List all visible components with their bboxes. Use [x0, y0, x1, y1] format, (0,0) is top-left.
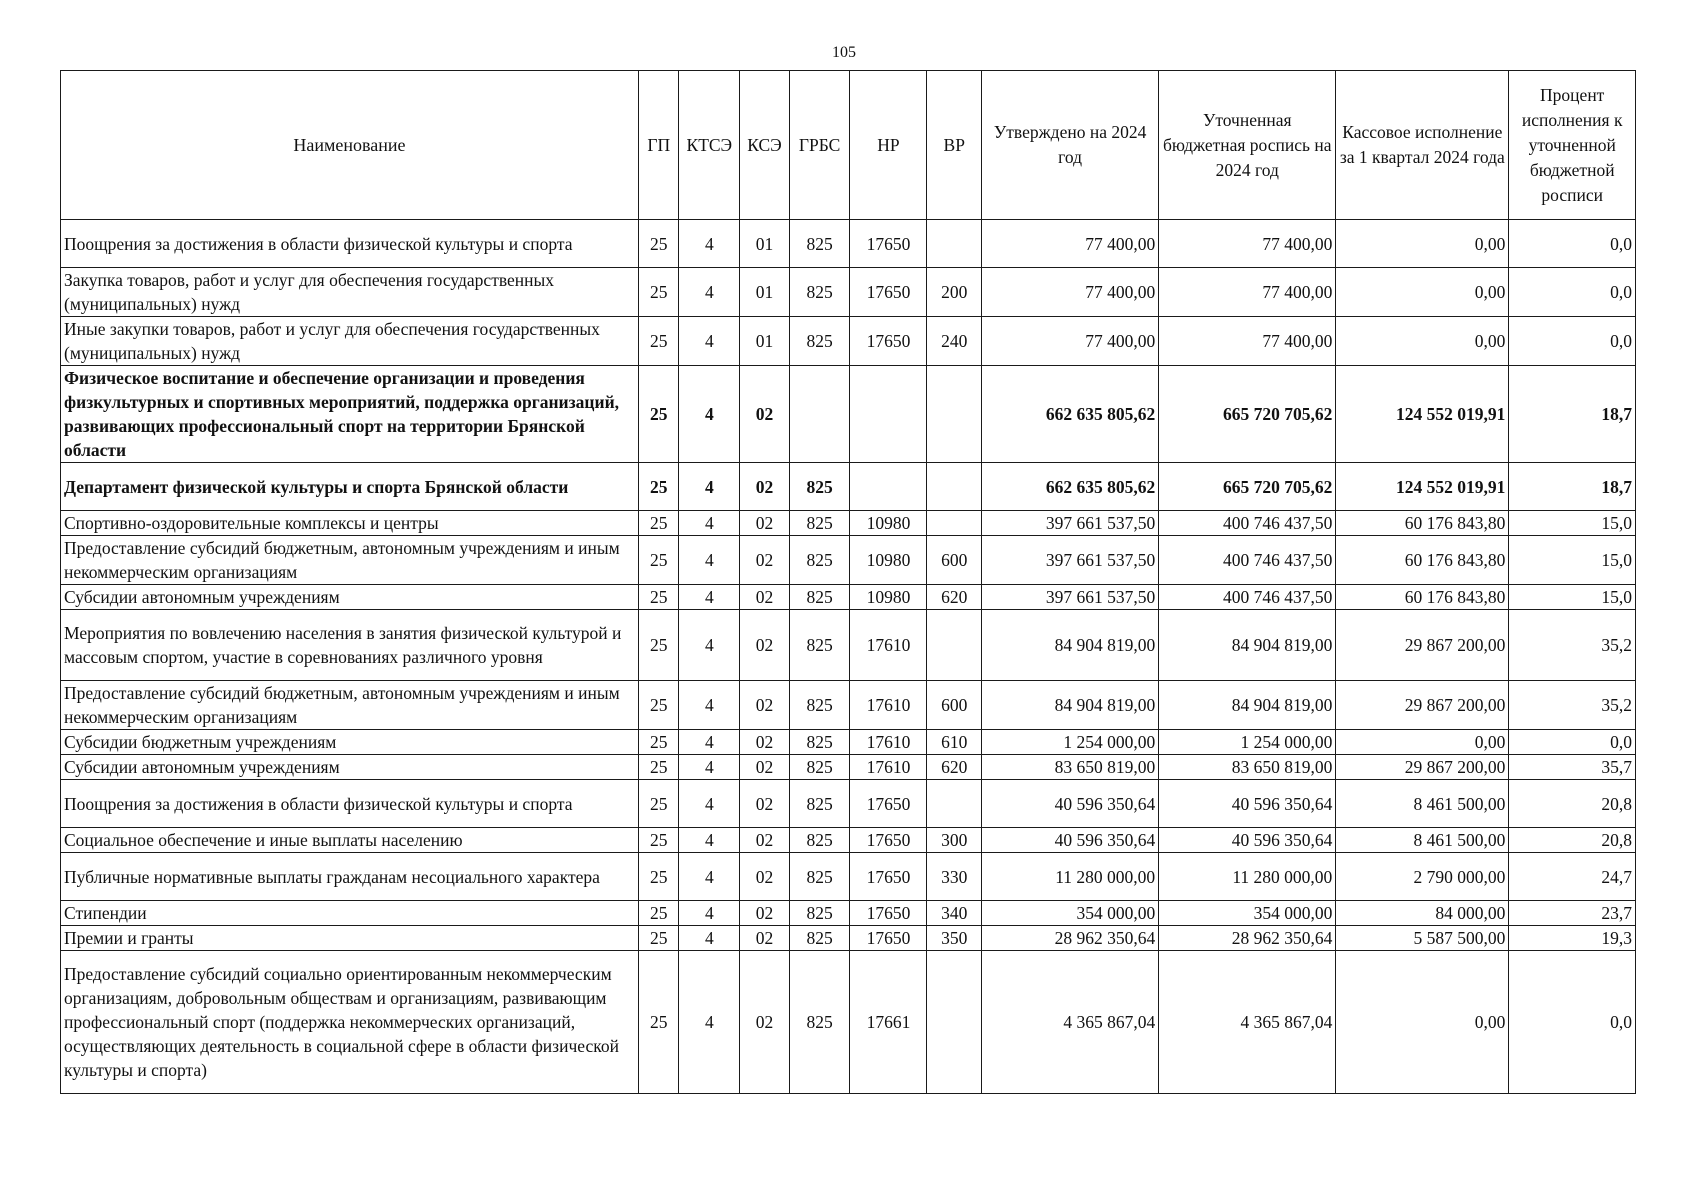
row-name: Предоставление субсидий социально ориентированным некоммерческим организациям, добровольным обществам и организациям, развивающим профессиональный спорт (поддержка некоммерческих организаций, осуществляющих деятельность в социальной сфере в области физической культуры и спорта)	[61, 951, 639, 1094]
cell-approved: 662 635 805,62	[982, 463, 1159, 511]
table-row	[61, 585, 1636, 610]
cell-grbs: 825	[789, 463, 850, 511]
cell-revised: 11 280 000,00	[1159, 853, 1336, 901]
cell-revised: 665 720 705,62	[1159, 463, 1336, 511]
column-header-cash: Кассовое исполнение за 1 квартал 2024 года	[1336, 71, 1509, 220]
cell-gp: 25	[638, 681, 678, 730]
cell-approved: 397 661 537,50	[982, 511, 1159, 536]
cell-kse: 02	[740, 853, 790, 901]
cell-approved: 397 661 537,50	[982, 536, 1159, 585]
cell-kse: 02	[740, 366, 790, 463]
cell-cash: 29 867 200,00	[1336, 610, 1509, 681]
row-name: Стипендии	[61, 901, 639, 926]
cell-kse: 02	[740, 926, 790, 951]
cell-revised: 4 365 867,04	[1159, 951, 1336, 1094]
cell-percent: 35,7	[1509, 755, 1636, 780]
table-row	[61, 366, 1636, 463]
cell-vr: 350	[927, 926, 982, 951]
cell-grbs	[789, 366, 850, 463]
cell-grbs: 825	[789, 853, 850, 901]
cell-gp: 25	[638, 463, 678, 511]
row-name: Премии и гранты	[61, 926, 639, 951]
cell-kse: 02	[740, 585, 790, 610]
cell-approved: 28 962 350,64	[982, 926, 1159, 951]
cell-cash: 124 552 019,91	[1336, 366, 1509, 463]
cell-gp: 25	[638, 220, 678, 268]
cell-gp: 25	[638, 780, 678, 828]
cell-percent: 15,0	[1509, 511, 1636, 536]
cell-kse: 02	[740, 681, 790, 730]
cell-approved: 77 400,00	[982, 220, 1159, 268]
cell-gp: 25	[638, 951, 678, 1094]
cell-grbs: 825	[789, 536, 850, 585]
table-header	[61, 71, 1636, 220]
cell-np: 10980	[850, 585, 927, 610]
cell-kse: 02	[740, 828, 790, 853]
cell-revised: 77 400,00	[1159, 268, 1336, 317]
cell-approved: 1 254 000,00	[982, 730, 1159, 755]
cell-kse: 02	[740, 463, 790, 511]
cell-ktse: 4	[679, 585, 740, 610]
table-row	[61, 268, 1636, 317]
row-name: Предоставление субсидий бюджетным, автономным учреждениям и иным некоммерческим организациям	[61, 536, 639, 585]
cell-ktse: 4	[679, 511, 740, 536]
cell-np: 17610	[850, 681, 927, 730]
cell-gp: 25	[638, 755, 678, 780]
row-name: Субсидии бюджетным учреждениям	[61, 730, 639, 755]
cell-kse: 02	[740, 536, 790, 585]
row-name: Субсидии автономным учреждениям	[61, 585, 639, 610]
column-header-gp: ГП	[638, 71, 678, 220]
cell-ktse: 4	[679, 681, 740, 730]
cell-approved: 4 365 867,04	[982, 951, 1159, 1094]
row-name: Мероприятия по вовлечению населения в занятия физической культурой и массовым спортом, участие в соревнованиях различного уровня	[61, 610, 639, 681]
cell-grbs: 825	[789, 681, 850, 730]
table-row	[61, 926, 1636, 951]
cell-cash: 0,00	[1336, 268, 1509, 317]
cell-gp: 25	[638, 511, 678, 536]
cell-revised: 83 650 819,00	[1159, 755, 1336, 780]
cell-cash: 60 176 843,80	[1336, 511, 1509, 536]
cell-ktse: 4	[679, 755, 740, 780]
cell-np: 17650	[850, 926, 927, 951]
cell-kse: 02	[740, 951, 790, 1094]
cell-ktse: 4	[679, 610, 740, 681]
cell-np: 17661	[850, 951, 927, 1094]
table-row	[61, 463, 1636, 511]
cell-vr	[927, 366, 982, 463]
cell-gp: 25	[638, 366, 678, 463]
cell-cash: 84 000,00	[1336, 901, 1509, 926]
column-header-percent: Процент исполнения к уточненной бюджетной росписи	[1509, 71, 1636, 220]
cell-vr	[927, 220, 982, 268]
cell-gp: 25	[638, 828, 678, 853]
cell-grbs: 825	[789, 610, 850, 681]
cell-revised: 77 400,00	[1159, 220, 1336, 268]
cell-vr: 330	[927, 853, 982, 901]
cell-np: 17610	[850, 730, 927, 755]
table-body	[61, 220, 1636, 1094]
cell-cash: 5 587 500,00	[1336, 926, 1509, 951]
cell-np: 17610	[850, 610, 927, 681]
column-header-ktse: КТСЭ	[679, 71, 740, 220]
cell-np	[850, 366, 927, 463]
cell-ktse: 4	[679, 268, 740, 317]
cell-revised: 40 596 350,64	[1159, 828, 1336, 853]
cell-ktse: 4	[679, 951, 740, 1094]
cell-np: 10980	[850, 536, 927, 585]
cell-kse: 02	[740, 511, 790, 536]
cell-vr: 200	[927, 268, 982, 317]
cell-vr: 340	[927, 901, 982, 926]
cell-revised: 400 746 437,50	[1159, 585, 1336, 610]
column-header-kse: КСЭ	[740, 71, 790, 220]
cell-vr: 300	[927, 828, 982, 853]
row-name: Публичные нормативные выплаты гражданам несоциального характера	[61, 853, 639, 901]
cell-vr: 620	[927, 755, 982, 780]
row-name: Спортивно-оздоровительные комплексы и центры	[61, 511, 639, 536]
cell-cash: 29 867 200,00	[1336, 681, 1509, 730]
cell-percent: 18,7	[1509, 463, 1636, 511]
cell-grbs: 825	[789, 585, 850, 610]
cell-percent: 23,7	[1509, 901, 1636, 926]
cell-np: 10980	[850, 511, 927, 536]
cell-grbs: 825	[789, 901, 850, 926]
cell-ktse: 4	[679, 926, 740, 951]
cell-gp: 25	[638, 585, 678, 610]
page-number: 105	[832, 44, 856, 61]
row-name: Закупка товаров, работ и услуг для обеспечения государственных (муниципальных) нужд	[61, 268, 639, 317]
cell-grbs: 825	[789, 755, 850, 780]
cell-kse: 02	[740, 755, 790, 780]
cell-percent: 20,8	[1509, 828, 1636, 853]
cell-vr	[927, 511, 982, 536]
cell-kse: 02	[740, 730, 790, 755]
table-row	[61, 828, 1636, 853]
cell-gp: 25	[638, 730, 678, 755]
cell-vr	[927, 780, 982, 828]
cell-kse: 01	[740, 220, 790, 268]
row-name: Поощрения за достижения в области физической культуры и спорта	[61, 220, 639, 268]
column-header-grbs: ГРБС	[789, 71, 850, 220]
cell-approved: 77 400,00	[982, 268, 1159, 317]
table-row	[61, 901, 1636, 926]
cell-vr: 600	[927, 536, 982, 585]
table-row	[61, 610, 1636, 681]
cell-grbs: 825	[789, 730, 850, 755]
cell-np: 17650	[850, 780, 927, 828]
cell-percent: 0,0	[1509, 317, 1636, 366]
cell-approved: 40 596 350,64	[982, 780, 1159, 828]
cell-vr: 620	[927, 585, 982, 610]
table-row	[61, 951, 1636, 1094]
cell-percent: 0,0	[1509, 268, 1636, 317]
cell-grbs: 825	[789, 926, 850, 951]
cell-cash: 0,00	[1336, 317, 1509, 366]
table-row	[61, 780, 1636, 828]
cell-vr: 610	[927, 730, 982, 755]
cell-cash: 0,00	[1336, 220, 1509, 268]
row-name: Социальное обеспечение и иные выплаты населению	[61, 828, 639, 853]
cell-grbs: 825	[789, 220, 850, 268]
cell-grbs: 825	[789, 268, 850, 317]
cell-gp: 25	[638, 536, 678, 585]
cell-kse: 02	[740, 610, 790, 681]
row-name: Субсидии автономным учреждениям	[61, 755, 639, 780]
cell-revised: 84 904 819,00	[1159, 681, 1336, 730]
cell-kse: 01	[740, 268, 790, 317]
cell-approved: 40 596 350,64	[982, 828, 1159, 853]
cell-percent: 0,0	[1509, 951, 1636, 1094]
cell-cash: 8 461 500,00	[1336, 780, 1509, 828]
cell-approved: 84 904 819,00	[982, 610, 1159, 681]
cell-gp: 25	[638, 853, 678, 901]
table-row	[61, 317, 1636, 366]
cell-np: 17650	[850, 268, 927, 317]
cell-percent: 0,0	[1509, 730, 1636, 755]
column-header-name: Наименование	[61, 71, 639, 220]
table-row	[61, 755, 1636, 780]
cell-cash: 60 176 843,80	[1336, 536, 1509, 585]
column-header-revised: Уточненная бюджетная роспись на 2024 год	[1159, 71, 1336, 220]
cell-percent: 15,0	[1509, 585, 1636, 610]
cell-revised: 400 746 437,50	[1159, 511, 1336, 536]
cell-percent: 35,2	[1509, 610, 1636, 681]
cell-ktse: 4	[679, 463, 740, 511]
row-name: Поощрения за достижения в области физической культуры и спорта	[61, 780, 639, 828]
cell-np: 17610	[850, 755, 927, 780]
cell-gp: 25	[638, 926, 678, 951]
cell-cash: 0,00	[1336, 730, 1509, 755]
cell-ktse: 4	[679, 828, 740, 853]
cell-vr	[927, 951, 982, 1094]
cell-percent: 35,2	[1509, 681, 1636, 730]
cell-ktse: 4	[679, 730, 740, 755]
cell-revised: 1 254 000,00	[1159, 730, 1336, 755]
table-row	[61, 730, 1636, 755]
cell-np	[850, 463, 927, 511]
cell-gp: 25	[638, 317, 678, 366]
cell-np: 17650	[850, 901, 927, 926]
table-row	[61, 681, 1636, 730]
cell-grbs: 825	[789, 828, 850, 853]
cell-percent: 19,3	[1509, 926, 1636, 951]
row-name: Департамент физической культуры и спорта Брянской области	[61, 463, 639, 511]
cell-vr	[927, 463, 982, 511]
cell-revised: 400 746 437,50	[1159, 536, 1336, 585]
table-row	[61, 853, 1636, 901]
cell-cash: 29 867 200,00	[1336, 755, 1509, 780]
cell-approved: 662 635 805,62	[982, 366, 1159, 463]
cell-approved: 77 400,00	[982, 317, 1159, 366]
cell-cash: 0,00	[1336, 951, 1509, 1094]
cell-cash: 2 790 000,00	[1336, 853, 1509, 901]
cell-approved: 11 280 000,00	[982, 853, 1159, 901]
cell-approved: 84 904 819,00	[982, 681, 1159, 730]
cell-percent: 15,0	[1509, 536, 1636, 585]
cell-cash: 8 461 500,00	[1336, 828, 1509, 853]
cell-vr: 600	[927, 681, 982, 730]
cell-grbs: 825	[789, 951, 850, 1094]
cell-approved: 354 000,00	[982, 901, 1159, 926]
cell-ktse: 4	[679, 901, 740, 926]
cell-np: 17650	[850, 220, 927, 268]
cell-revised: 665 720 705,62	[1159, 366, 1336, 463]
cell-revised: 77 400,00	[1159, 317, 1336, 366]
cell-ktse: 4	[679, 317, 740, 366]
column-header-vr: ВР	[927, 71, 982, 220]
cell-revised: 84 904 819,00	[1159, 610, 1336, 681]
table-row	[61, 220, 1636, 268]
cell-grbs: 825	[789, 317, 850, 366]
cell-revised: 40 596 350,64	[1159, 780, 1336, 828]
cell-np: 17650	[850, 828, 927, 853]
cell-revised: 28 962 350,64	[1159, 926, 1336, 951]
cell-approved: 397 661 537,50	[982, 585, 1159, 610]
table-row	[61, 511, 1636, 536]
cell-vr	[927, 610, 982, 681]
cell-vr: 240	[927, 317, 982, 366]
cell-percent: 20,8	[1509, 780, 1636, 828]
cell-np: 17650	[850, 317, 927, 366]
row-name: Предоставление субсидий бюджетным, автономным учреждениям и иным некоммерческим организациям	[61, 681, 639, 730]
cell-ktse: 4	[679, 220, 740, 268]
cell-kse: 02	[740, 780, 790, 828]
cell-approved: 83 650 819,00	[982, 755, 1159, 780]
cell-ktse: 4	[679, 536, 740, 585]
header-row	[61, 71, 1636, 220]
row-name: Иные закупки товаров, работ и услуг для обеспечения государственных (муниципальных) нужд	[61, 317, 639, 366]
table-row	[61, 536, 1636, 585]
cell-gp: 25	[638, 268, 678, 317]
column-header-np: НР	[850, 71, 927, 220]
cell-percent: 18,7	[1509, 366, 1636, 463]
cell-gp: 25	[638, 901, 678, 926]
column-header-approved: Утверждено на 2024 год	[982, 71, 1159, 220]
cell-ktse: 4	[679, 366, 740, 463]
cell-np: 17650	[850, 853, 927, 901]
cell-ktse: 4	[679, 780, 740, 828]
cell-percent: 0,0	[1509, 220, 1636, 268]
cell-ktse: 4	[679, 853, 740, 901]
cell-kse: 02	[740, 901, 790, 926]
cell-cash: 124 552 019,91	[1336, 463, 1509, 511]
cell-grbs: 825	[789, 511, 850, 536]
cell-revised: 354 000,00	[1159, 901, 1336, 926]
cell-grbs: 825	[789, 780, 850, 828]
cell-kse: 01	[740, 317, 790, 366]
cell-percent: 24,7	[1509, 853, 1636, 901]
row-name: Физическое воспитание и обеспечение организации и проведения физкультурных и спортивных мероприятий, поддержка организаций, развивающих профессиональный спорт на территории Брянской области	[61, 366, 639, 463]
cell-cash: 60 176 843,80	[1336, 585, 1509, 610]
budget-execution-table	[60, 70, 1636, 1094]
cell-gp: 25	[638, 610, 678, 681]
